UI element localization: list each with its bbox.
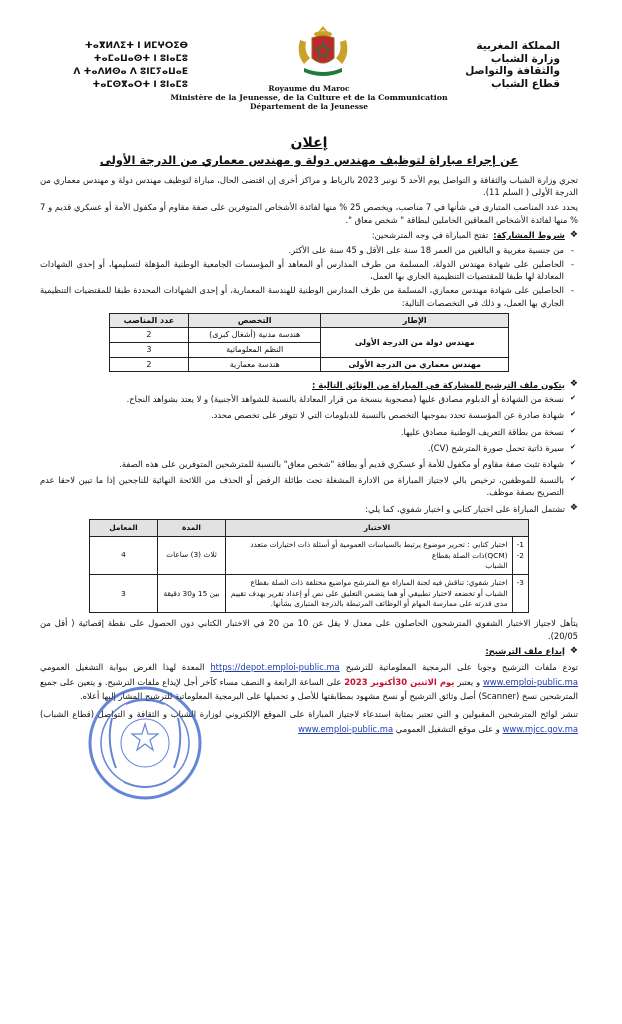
table-header-row: الاختبار المدة المعامل (90, 519, 529, 537)
table-row: مهندس معماري من الدرجة الأولى هندسة معمارية 2 (110, 357, 509, 372)
publication-paragraph: تنشر لوائح المترشحين المقبولين و التي تعتبر بمثابة استدعاء لاجتياز المباراة على الموقع الإلكتروني لوزارة الشباب و الثقافة و التواصل (قطاع الشباب) www.mjcc.gov.ma و على موقع التشغيل العمومي www.emploi-public.ma (40, 708, 578, 734)
french-ministry-block (40, 84, 578, 111)
arabic-ministry-name: المملكة المغربية وزارة الشباب والثقافة والتواصل قطاع الشباب (465, 40, 560, 90)
list-item: - من جنسية مغربية و البالغين من العمر 18 سنة على الأقل و 45 سنة على الأكثر. (40, 244, 564, 256)
diamond-bullet-icon: ❖ (569, 229, 578, 240)
mjcc-link[interactable]: www.mjcc.gov.ma (502, 723, 578, 734)
list-item: ✔ بالنسبة للموظفين، ترخيص بالي لاجتياز المباراة من الادارة المشغلة تحت طائلة الرفض أو الحذف من اللائحة النهائية للناجحين إذا ما تبين لاحقا عدم التصريح بصفة موظف. (40, 474, 564, 498)
official-ministry-stamp (86, 684, 204, 802)
posts-quota-paragraph: يحدد عدد المناصب المتبارى في شأنها في 7 مناصب، ويخصص 25 % منها لفائدة الأشخاص المتوفرين على صفة مقاوم أو مكفول الأمة أو عسكري قديم و 7 % منها لفائدة الأشخاص المعاقين الحاملين لبطاقة " شخص معاق ". (40, 202, 578, 225)
list-item: ✔ سيرة ذاتية تحمل صورة المترشح (CV). (40, 442, 564, 454)
documents-heading: ❖ يتكون ملف الترشيح للمشاركة في المباراة من الوثائق التالية : (311, 379, 578, 390)
list-item: ✔ شهادة صادرة عن المؤسسة تحدد بموجبها التخصص بالنسبة للدبلومات التي لا تتوفر على تخصص محدد. (40, 409, 564, 421)
intro-paragraph: تجري وزارة الشباب والثقافة و التواصل يوم الأحد 5 نونبر 2023 بالرباط و مراكز أخرى إن اقتضى الحال، مباراة لتوظيف مهندس دولة و مهندس معماري من الدرجة الأولى ( السلم 11). (40, 175, 579, 198)
tifinagh-ministry-name: ⵜⴰⴳⵍⴷⵉⵜ ⵏ ⵍⵎⵖⵔⵉⴱ ⵜⴰⵎⴰⵡⴰⵙⵜ ⵏ ⵓⵏⴰⵎⵓ ⴷ ⵜⴰⴷⵍⵙⴰ ⴷ ⵓⵏⵎⵢⴰⵡⴰⴹ ⵜⴰⵎⵙⴳⴰⵔⵜ ⵏ ⵓⵏⴰⵎⵓ (73, 41, 188, 90)
announcement-subtitle: عن إجراء مباراة لتوظيف مهندس دولة و مهندس معماري من الدرجة الأولى (99, 153, 519, 167)
department-name: Département de la Jeunesse (250, 102, 368, 111)
depot-link[interactable]: https://depot.emploi-public.ma (210, 661, 340, 672)
table-row: 3- اختبار شفوي: تناقش فيه لجنة المباراة مع المترشح مواضيع مختلفة ذات الصلة بقطاع الشباب أو تخضعه لاختبار تطبيقي أو هما يتضمن التعليق على نص أو إعداد تقرير يهدف تقييم مدى قدرته على ممارسة المهام أو الوظائف المرتبطة بالدرجة المتبارى بشأنها. بين 15 و30 دقيقة 3 (90, 575, 529, 613)
conditions-heading: ❖ شروط المشاركة: تفتح المباراة في وجه المترشحين: (371, 229, 578, 241)
announcement-title: إعلان (290, 135, 328, 151)
diamond-bullet-icon: ❖ (569, 379, 578, 390)
ministry-name: Ministère de la Jeunesse, de la Culture et de la Communication (170, 93, 448, 102)
diamond-bullet-icon: ❖ (569, 645, 578, 656)
exams-table (89, 519, 529, 614)
table-row: مهندس دولة من الدرجة الأولى هندسة مدنية (أشغال كبرى) 2 (110, 328, 509, 343)
table-header-row: الإطار التخصص عدد المناصب (110, 313, 509, 328)
deadline-date: يوم الاثنين 30أكتوبر 2023 (344, 676, 455, 687)
moroccan-coat-of-arms-emblem (292, 24, 354, 82)
filing-paragraph: تودع ملفات الترشيح وجوبا على البرمجية المعلوماتية للترشيح https://depot.emploi-public.ma المعدة لهذا الغرض ببوابة التشغيل العمومي www.emploi-public.ma و يعتبر يوم الاثنين 30أكتوبر 2023 على الساعة الرابعة و النصف مساء كآخر أجل لإيداع ملفات الترشيح. و يتعين على جميع المترشحين نسخ (Scanner) أصل وثائق الترشيح أو نسخ مشهود بمطابقتها للأصل و تحميلها على البرمجية المعلوماتية للترشيح المشار إليها أعلاه. (40, 661, 578, 702)
oral-eligibility-note: يتأهل لاجتياز الاختبار الشفوي المترشحون الحاصلون على معدل لا يقل عن 10 من 20 في الاختبار الكتابي دون الحصول على نقطة إقصائية ( أقل من 20/05). (40, 618, 578, 641)
emploi-public-link[interactable]: www.emploi-public.ma (482, 676, 578, 687)
documents-list (40, 393, 578, 498)
list-item: ✔ نسخة من بطاقة التعريف الوطنية مصادق عليها. (40, 426, 564, 438)
conditions-list (40, 244, 578, 309)
list-item: ✔ نسخة من الشهادة أو الدبلوم مصادق عليها (مصحوبة بنسخة من قرار المعادلة بالنسبة للشواهد الأجنبية) و لا يعتد بشواهد النجاح. (40, 393, 564, 405)
exam-intro: ❖ تشتمل المباراة على اختبار كتابي و اختبار شفوي، كما يلي: (365, 503, 578, 514)
emploi-public-link[interactable]: www.emploi-public.ma (298, 723, 394, 734)
letterhead (40, 18, 578, 118)
posts-table (109, 313, 509, 372)
table-row: النظم المعلوماتية 3 (110, 342, 509, 357)
list-item: - الحاصلين على شهادة مهندس الدولة، المسلمة من طرف المدارس أو المعاهد أو المؤسسات الجامعية الوطنية المؤهلة لتسليمها، أو إحدى الشهادات المعادلة لها طبقا للمقتضيات التنظيمية الجاري بها العمل، (40, 258, 564, 282)
kingdom-name: Royaume du Maroc (268, 84, 350, 93)
filing-heading: ❖ إيداع ملف الترشيح: (485, 645, 578, 657)
table-row: 1- 2- اختبار كتابي : تحرير موضوع يرتبط بالسياسات العمومية أو أسئلة ذات اختيارات متعدد (QCM)ذات الصلة بقطاع الشباب ثلاث (3) ساعات 4 (90, 537, 529, 575)
list-item: ✔ شهادة تثبت صفة مقاوم أو مكفول للأمة أو عسكري قديم أو بطاقة "شخص معاق" بالنسبة للمترشحين المتوفرين على هذه الصفة. (40, 458, 564, 470)
list-item: - الحاصلين على شهادة مهندس معماري، المسلمة من طرف المدارس الوطنية للهندسة المعمارية، أو إحدى الشهادات المحددة طبقا للمقتضيات التنظيمية الجاري بها العمل، و ذلك في التخصصات التالية: (40, 284, 564, 308)
diamond-bullet-icon: ❖ (569, 503, 578, 514)
